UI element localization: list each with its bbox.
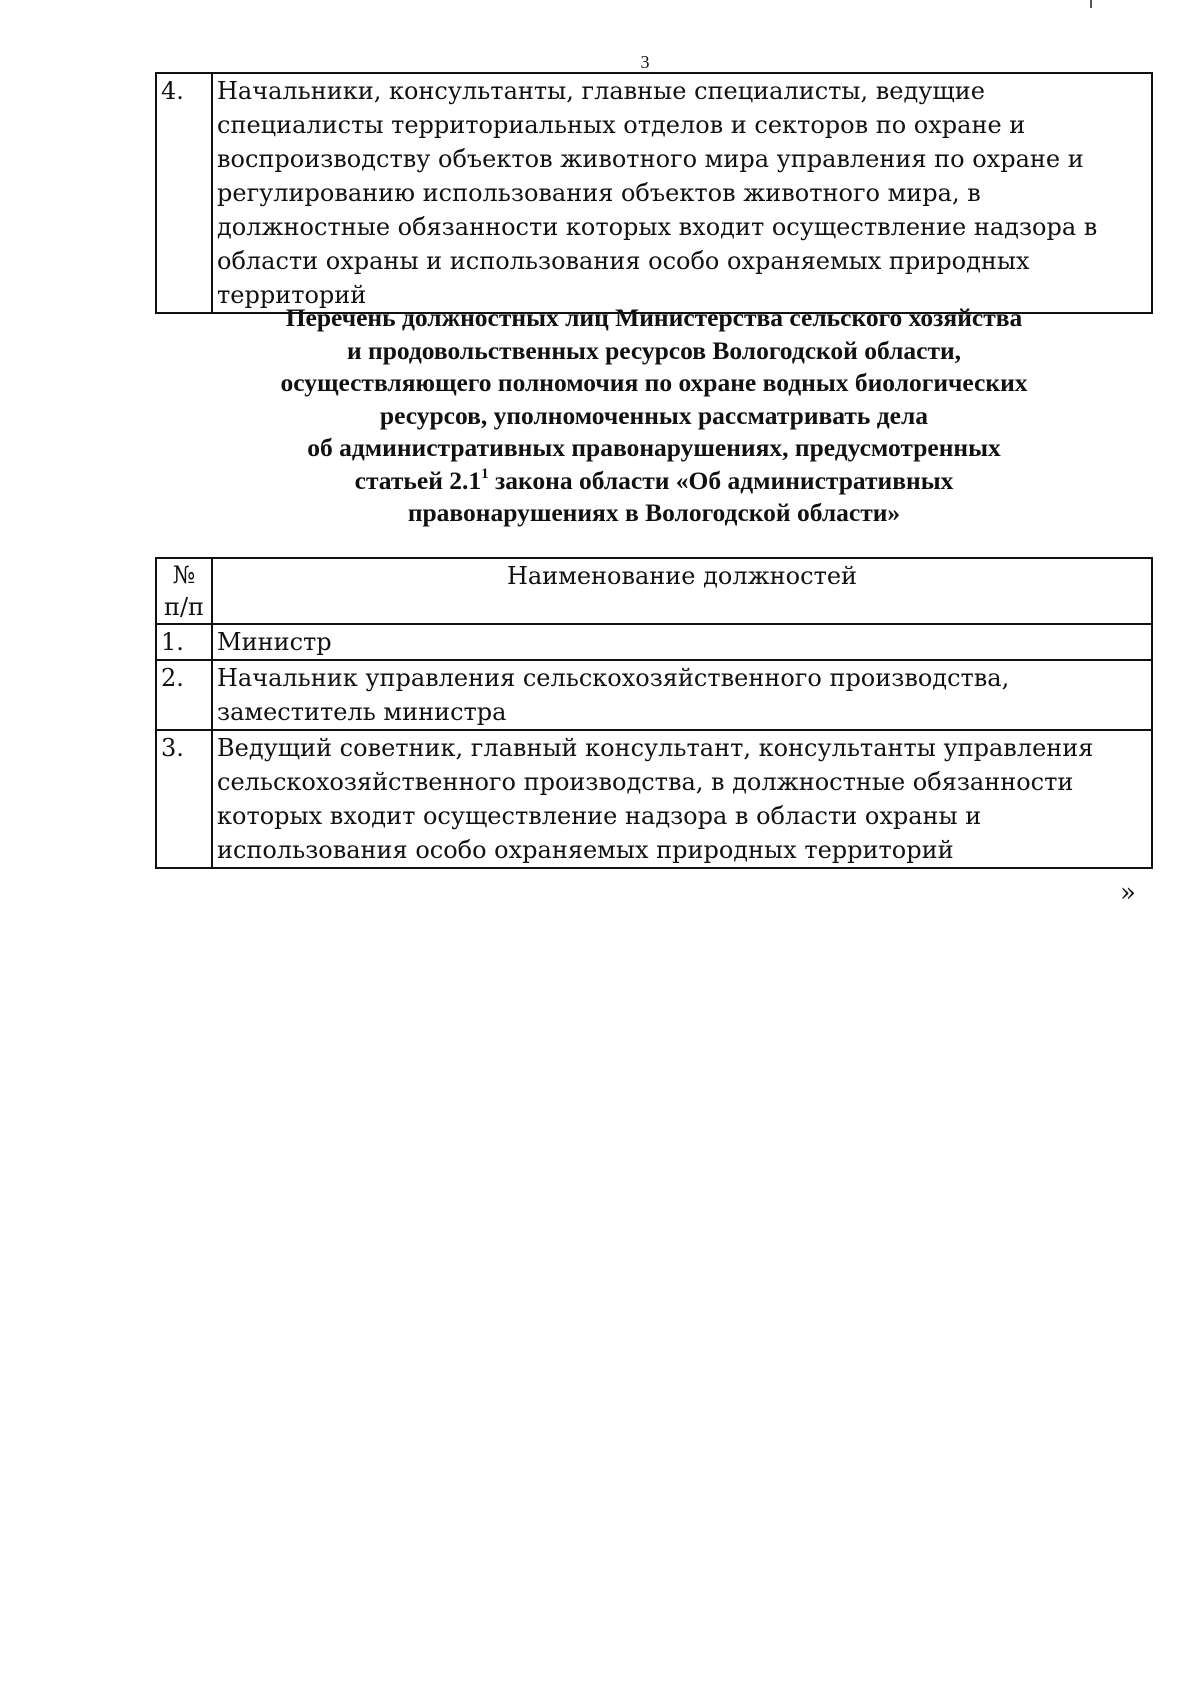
heading-line xyxy=(155,465,1153,498)
closing-quote-mark: » xyxy=(1120,878,1136,908)
row-number: 1. xyxy=(156,624,212,660)
row-position-text: Ведущий советник, главный консультант, консультанты управления сельскохозяйственного производства, в должностные обязанности которых входит осуществление надзора в области охраны и использования особо охраняемых природных территорий xyxy=(212,730,1152,868)
table-header-row xyxy=(156,558,1152,624)
heading-line: и продовольственных ресурсов Вологодской области, xyxy=(346,335,962,365)
scan-edge-mark xyxy=(1090,0,1092,8)
page-number: 3 xyxy=(640,52,650,72)
heading-line: ресурсов, уполномоченных рассматривать дела xyxy=(379,400,929,430)
heading-line: осуществляющего полномочия по охране водных биологических xyxy=(280,368,1028,397)
row-number: 3. xyxy=(156,730,212,868)
table-row xyxy=(156,624,1152,660)
row-position-text: Министр xyxy=(212,624,1152,660)
heading-line-part: закона области «Об административных xyxy=(488,465,954,495)
heading-line: об административных правонарушениях, предусмотренных xyxy=(307,433,1001,462)
positions-table xyxy=(155,557,1153,869)
row-position-text: Начальник управления сельскохозяйственного производства, заместитель министра xyxy=(212,660,1152,730)
table-row xyxy=(156,660,1152,730)
header-title: Наименование должностей xyxy=(212,558,1152,624)
superscript-index: 1 xyxy=(481,465,489,482)
table-row xyxy=(156,730,1152,868)
heading-line: Перечень должностных лиц Министерства сельского хозяйства xyxy=(285,303,1023,332)
positions-table-continued xyxy=(155,72,1153,314)
section-heading xyxy=(155,302,1153,530)
row-number: 4. xyxy=(156,73,212,313)
header-number: № п/п xyxy=(156,558,212,624)
row-number: 2. xyxy=(156,660,212,730)
heading-line-part: статьей 2.1 xyxy=(354,465,482,495)
heading-line: правонарушениях в Вологодской области» xyxy=(407,498,901,527)
row-position-text: Начальники, консультанты, главные специалисты, ведущие специалисты территориальных отделов и секторов по охране и воспроизводству объектов животного мира управления по охране и регулированию использования объектов животного мира, в должностные обязанности которых входит осуществление надзора в области охраны и использования особо охраняемых природных территорий xyxy=(212,73,1152,313)
table-row xyxy=(156,73,1152,313)
